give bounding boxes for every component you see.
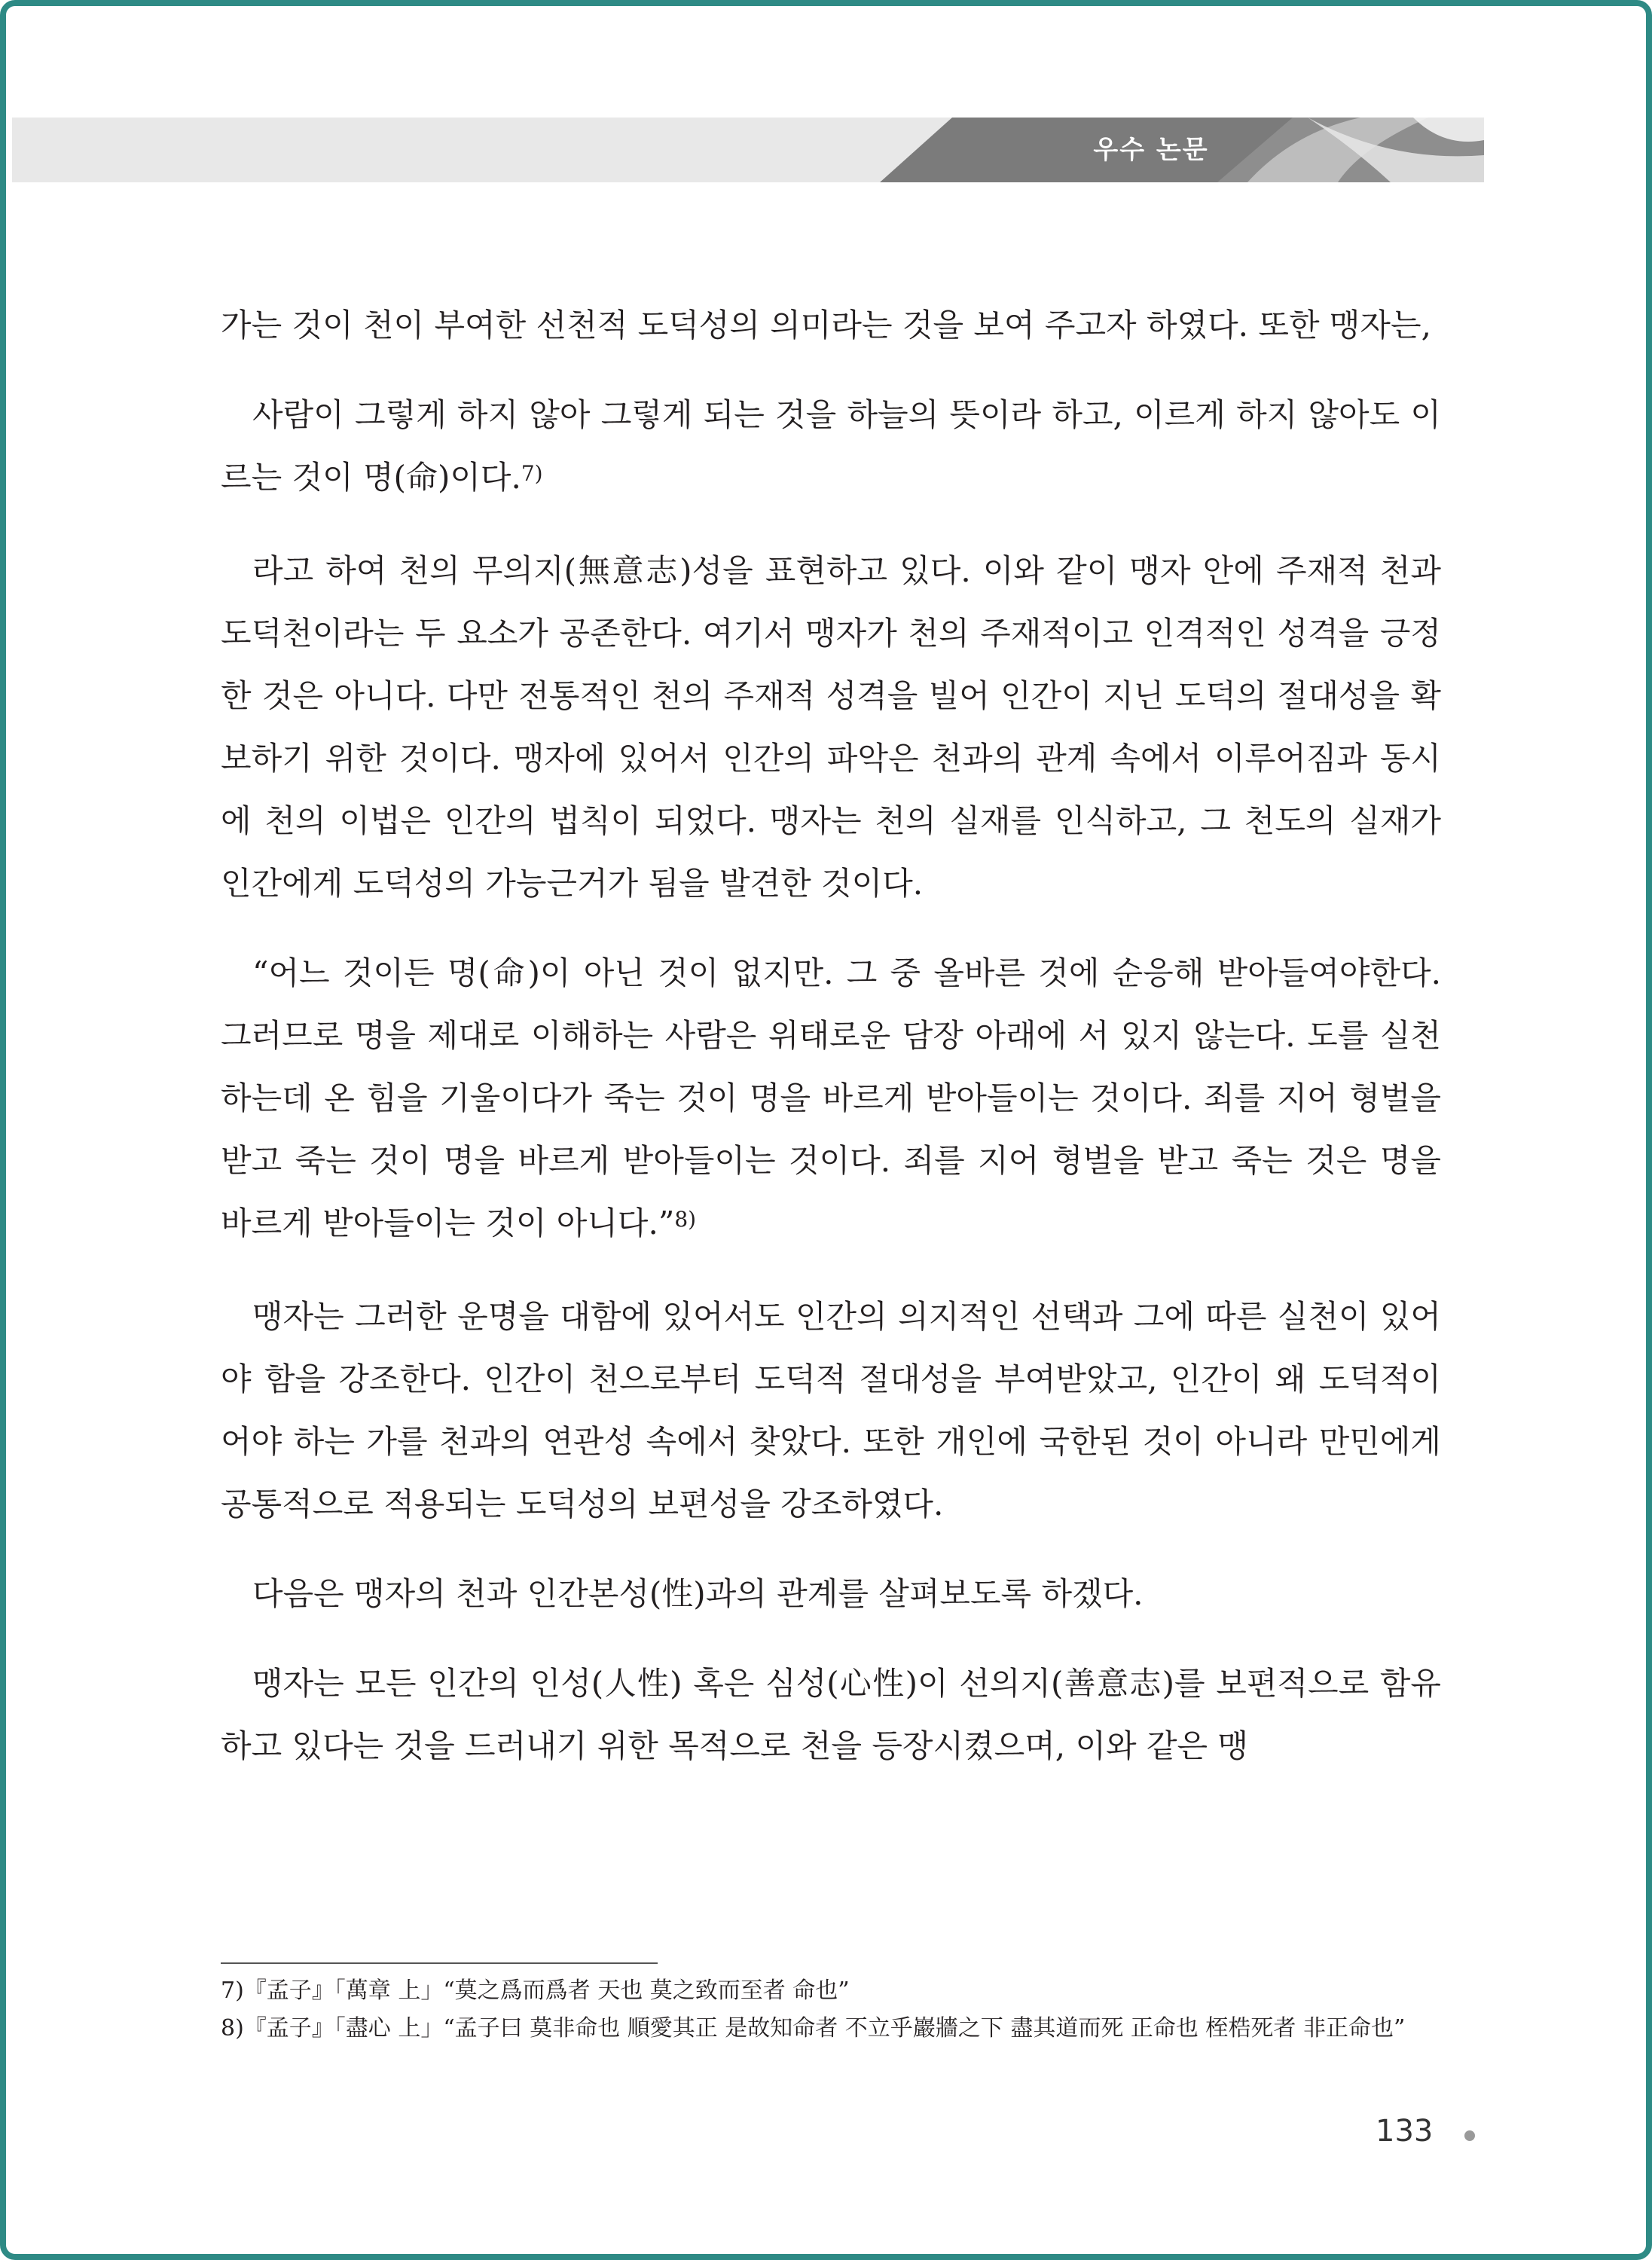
paragraph: 맹자는 모든 인간의 인성(人性) 혹은 심성(心性)이 선의지(善意志)를 보편적으로 함유하고 있다는 것을 드러내기 위한 목적으로 천을 등장시켰으며, 이와 같은 맹 (221, 1665, 1441, 1764)
footnote-8: 8)『孟子』「盡心 上」“孟子曰 莫非命也 順愛其正 是故知命者 不立乎巖牆之下 盡其道而死 正命也 桎梏死者 非正命也” (221, 2015, 1406, 2042)
footnote-ref: 7) (521, 461, 543, 486)
footnote-ref: 8) (674, 1207, 697, 1232)
page-number: 133 (1376, 2114, 1434, 2149)
paragraph: “어느 것이든 명(命)이 아닌 것이 없지만. 그 중 올바른 것에 순응해 받아들여야한다. 그러므로 명을 제대로 이해하는 사람은 위태로운 담장 아래에 서 있지 않는다. 도를 실천하는데 온 힘을 기울이다가 죽는 것이 명을 바르게 받아들이는 것이다. 죄를 지어 형벌을 받고 죽는 것이 명을 바르게 받아들이는 것이다. 죄를 지어 형벌을 받고 죽는 것은 명을 바르게 받아들이는 것이 아니다.”$^{8)}$ (221, 954, 1441, 1241)
paragraph: 맹자는 그러한 운명을 대함에 있어서도 인간의 의지적인 선택과 그에 따른 실천이 있어야 함을 강조한다. 인간이 천으로부터 도덕적 절대성을 부여받았고, 인간이 왜 도덕적이어야 하는 가를 천과의 연관성 속에서 찾았다. 또한 개인에 국한된 것이 아니라 만민에게 공통적으로 적용되는 도덕성의 보편성을 강조하였다. (221, 1298, 1441, 1522)
paragraph: 라고 하여 천의 무의지(無意志)성을 표현하고 있다. 이와 같이 맹자 안에 주재적 천과 도덕천이라는 두 요소가 공존한다. 여기서 맹자가 천의 주재적이고 인격적인 성격을 긍정한 것은 아니다. 다만 전통적인 천의 주재적 성격을 빌어 인간이 지닌 도덕의 절대성을 확보하기 위한 것이다. 맹자에 있어서 인간의 파악은 천과의 관계 속에서 이루어짐과 동시에 천의 이법은 인간의 법칙이 되었다. 맹자는 천의 실재를 인식하고, 그 천도의 실재가 인간에게 도덕성의 가능근거가 됨을 발견한 것이다. (221, 552, 1441, 902)
header-section-title: 우수 논문 (1093, 135, 1209, 165)
paragraph: 다음은 맹자의 천과 인간본성(性)과의 관계를 살펴보도록 하겠다. (252, 1575, 1144, 1612)
body-text (221, 294, 1441, 1804)
footnote-divider (221, 1962, 658, 1964)
header-band (12, 118, 1484, 182)
footnotes (221, 1972, 1464, 2048)
footnote-7: 7)『孟子』「萬章 上」“莫之爲而爲者 天也 莫之致而至者 命也” (221, 1978, 850, 2004)
paragraph: 가는 것이 천이 부여한 선천적 도덕성의 의미라는 것을 보여 주고자 하였다. 또한 맹자는, (221, 307, 1431, 344)
page-number-dot (1464, 2130, 1475, 2141)
header-decoration (12, 118, 1484, 182)
block-quote: 사람이 그렇게 하지 않아 그렇게 되는 것을 하늘의 뜻이라 하고, 이르게 하지 않아도 이르는 것이 명(命)이다.$^{7)}$ (221, 396, 1441, 496)
